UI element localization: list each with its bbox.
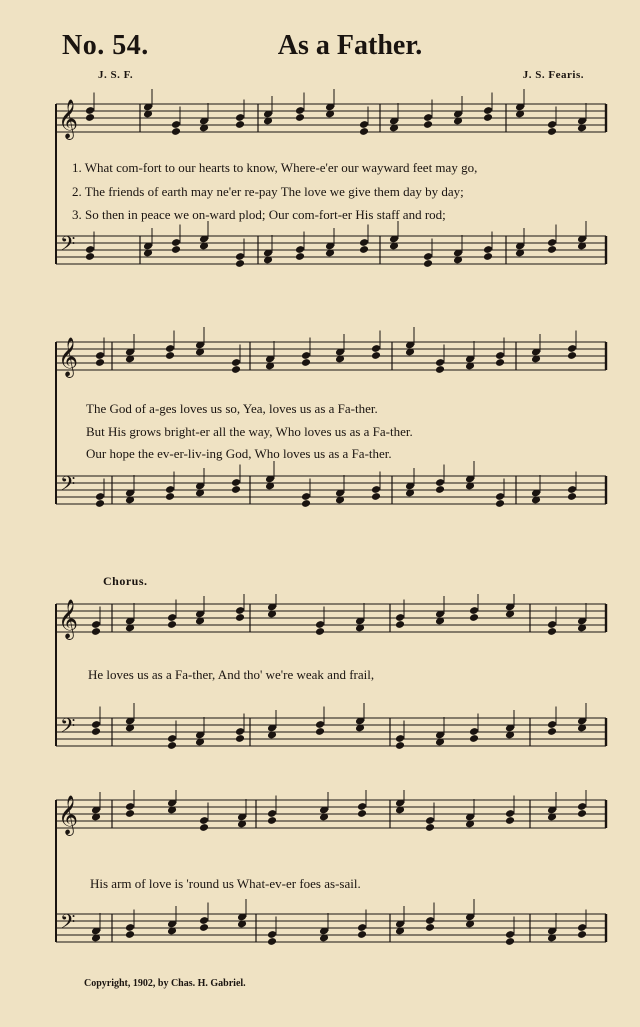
note-head	[171, 245, 181, 254]
treble-clef: 𝄞	[58, 337, 79, 377]
note-head	[295, 252, 305, 261]
verse-1-line-1: 1. What com-fort to our hearts to know, Where-e'er our wayward feet may go,	[72, 160, 478, 175]
note-head	[357, 930, 367, 939]
note-head	[435, 485, 445, 494]
note-head	[231, 485, 241, 494]
note-head	[235, 734, 245, 743]
note-head	[235, 259, 245, 268]
music-credit: J. S. Fearis.	[522, 69, 584, 81]
treble-clef: 𝄞	[58, 795, 79, 835]
note-head	[95, 499, 105, 508]
hymn-title: As a Father.	[277, 30, 423, 61]
verse-2-line-1: 2. The friends of earth may ne'er re-pay The love we give them day by day;	[72, 184, 464, 199]
note-head	[267, 816, 277, 825]
note-head	[547, 245, 557, 254]
note-head	[315, 627, 325, 636]
note-head	[315, 727, 325, 736]
note-head	[167, 741, 177, 750]
hymn-number: No. 54.	[62, 30, 149, 61]
copyright-notice: Copyright, 1902, by Chas. H. Gabriel.	[84, 978, 246, 989]
bass-clef: 𝄢	[60, 232, 76, 260]
verse-1-line-2: The God of a-ges loves us so, Yea, loves us as a Fa-ther.	[86, 401, 378, 416]
note-head	[85, 252, 95, 261]
note-head	[547, 127, 557, 136]
note-head	[359, 127, 369, 136]
bass-staff	[56, 221, 606, 268]
note-head	[371, 492, 381, 501]
note-head	[567, 351, 577, 360]
bass-clef: 𝄢	[60, 472, 76, 500]
note-head	[295, 113, 305, 122]
note-head	[231, 365, 241, 374]
note-head	[91, 727, 101, 736]
note-head	[483, 252, 493, 261]
chorus-line-2: His arm of love is 'round us What-ev-er foes as-sail.	[90, 876, 361, 891]
note-head	[167, 620, 177, 629]
verse-3-line-1: 3. So then in peace we on-ward plod; Our com-fort-er His staff and rod;	[72, 207, 446, 222]
bass-clef: 𝄢	[60, 910, 76, 938]
note-head	[171, 127, 181, 136]
note-head	[267, 937, 277, 946]
treble-staff	[56, 89, 606, 140]
note-head	[357, 809, 367, 818]
note-head	[235, 613, 245, 622]
note-head	[395, 620, 405, 629]
note-head	[125, 809, 135, 818]
note-head	[547, 727, 557, 736]
verse-2-line-2: But His grows bright-er all the way, Who loves us as a Fa-ther.	[86, 424, 413, 439]
treble-staff	[56, 790, 606, 836]
chorus-line-1: He loves us as a Fa-ther, And tho' we're weak and frail,	[88, 667, 375, 682]
note-head	[577, 809, 587, 818]
note-head	[95, 358, 105, 367]
note-head	[371, 351, 381, 360]
note-head	[469, 613, 479, 622]
note-head	[125, 930, 135, 939]
note-head	[425, 923, 435, 932]
note-head	[85, 113, 95, 122]
treble-clef: 𝄞	[58, 99, 79, 139]
chorus-label: Chorus.	[103, 574, 148, 588]
note-head	[567, 492, 577, 501]
music-system-3	[0, 594, 640, 774]
bass-staff	[56, 703, 606, 750]
note-head	[423, 259, 433, 268]
note-head	[165, 492, 175, 501]
note-head	[301, 358, 311, 367]
note-head	[301, 499, 311, 508]
note-head	[235, 120, 245, 129]
verse-3-line-2: Our hope the ev-er-liv-ing God, Who loves us as a Fa-ther.	[86, 446, 392, 461]
note-head	[505, 816, 515, 825]
note-head	[199, 923, 209, 932]
note-head	[199, 823, 209, 832]
note-head	[577, 930, 587, 939]
bass-staff	[56, 899, 606, 946]
treble-clef: 𝄞	[58, 599, 79, 639]
note-head	[165, 351, 175, 360]
note-head	[423, 120, 433, 129]
treble-staff	[56, 327, 606, 378]
note-head	[547, 627, 557, 636]
note-head	[359, 245, 369, 254]
words-credit: J. S. F.	[98, 69, 134, 81]
note-head	[469, 734, 479, 743]
note-head	[495, 358, 505, 367]
note-head	[91, 627, 101, 636]
bass-staff	[56, 461, 606, 508]
note-head	[425, 823, 435, 832]
note-head	[483, 113, 493, 122]
note-head	[495, 499, 505, 508]
bass-clef: 𝄢	[60, 714, 76, 742]
note-head	[435, 365, 445, 374]
treble-staff	[56, 594, 606, 640]
note-head	[505, 937, 515, 946]
note-head	[395, 741, 405, 750]
